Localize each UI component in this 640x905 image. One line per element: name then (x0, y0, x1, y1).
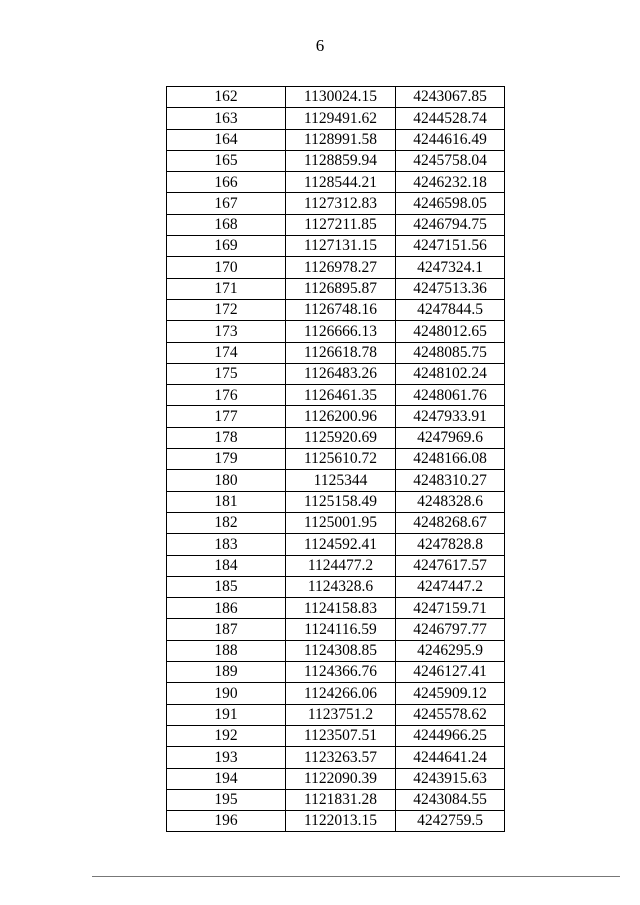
table-row (167, 598, 505, 619)
table-row (167, 619, 505, 640)
y-coordinate-cell: 4247324.1 (396, 257, 505, 278)
table-row (167, 172, 505, 193)
x-coordinate-cell: 1126483.26 (286, 363, 396, 384)
x-coordinate-cell: 1126666.13 (286, 321, 396, 342)
point-number-cell: 181 (167, 491, 286, 512)
y-coordinate-cell: 4243915.63 (396, 768, 505, 789)
y-coordinate-cell: 4248166.08 (396, 449, 505, 470)
table-row (167, 534, 505, 555)
x-coordinate-cell: 1125001.95 (286, 512, 396, 533)
point-number-cell: 164 (167, 129, 286, 150)
x-coordinate-cell: 1124477.2 (286, 555, 396, 576)
x-coordinate-cell: 1129491.62 (286, 108, 396, 129)
point-number-cell: 180 (167, 470, 286, 491)
x-coordinate-cell: 1124308.85 (286, 640, 396, 661)
table-row (167, 683, 505, 704)
point-number-cell: 173 (167, 321, 286, 342)
table-row (167, 87, 505, 108)
point-number-cell: 165 (167, 150, 286, 171)
point-number-cell: 167 (167, 193, 286, 214)
x-coordinate-cell: 1123751.2 (286, 704, 396, 725)
x-coordinate-cell: 1122090.39 (286, 768, 396, 789)
y-coordinate-cell: 4248268.67 (396, 512, 505, 533)
y-coordinate-cell: 4246794.75 (396, 214, 505, 235)
table-row (167, 108, 505, 129)
table-row (167, 449, 505, 470)
page-number: 6 (315, 36, 325, 55)
x-coordinate-cell: 1126618.78 (286, 342, 396, 363)
y-coordinate-cell: 4248102.24 (396, 363, 505, 384)
point-number-cell: 187 (167, 619, 286, 640)
x-coordinate-cell: 1126978.27 (286, 257, 396, 278)
x-coordinate-cell: 1123507.51 (286, 725, 396, 746)
point-number-cell: 188 (167, 640, 286, 661)
table-row (167, 470, 505, 491)
y-coordinate-cell: 4248085.75 (396, 342, 505, 363)
x-coordinate-cell: 1124592.41 (286, 534, 396, 555)
table-row (167, 193, 505, 214)
point-number-cell: 166 (167, 172, 286, 193)
y-coordinate-cell: 4246797.77 (396, 619, 505, 640)
point-number-cell: 186 (167, 598, 286, 619)
point-number-cell: 195 (167, 789, 286, 810)
point-number-cell: 163 (167, 108, 286, 129)
y-coordinate-cell: 4244616.49 (396, 129, 505, 150)
point-number-cell: 185 (167, 576, 286, 597)
y-coordinate-cell: 4247159.71 (396, 598, 505, 619)
y-coordinate-cell: 4246232.18 (396, 172, 505, 193)
y-coordinate-cell: 4247969.6 (396, 427, 505, 448)
table-row (167, 512, 505, 533)
point-number-cell: 168 (167, 214, 286, 235)
y-coordinate-cell: 4248328.6 (396, 491, 505, 512)
x-coordinate-cell: 1121831.28 (286, 789, 396, 810)
y-coordinate-cell: 4243067.85 (396, 87, 505, 108)
y-coordinate-cell: 4247617.57 (396, 555, 505, 576)
y-coordinate-cell: 4247933.91 (396, 406, 505, 427)
x-coordinate-cell: 1126895.87 (286, 278, 396, 299)
y-coordinate-cell: 4247447.2 (396, 576, 505, 597)
table-row (167, 321, 505, 342)
y-coordinate-cell: 4243084.55 (396, 789, 505, 810)
point-number-cell: 192 (167, 725, 286, 746)
x-coordinate-cell: 1127312.83 (286, 193, 396, 214)
x-coordinate-cell: 1126748.16 (286, 299, 396, 320)
x-coordinate-cell: 1125920.69 (286, 427, 396, 448)
table-row (167, 704, 505, 725)
point-number-cell: 169 (167, 236, 286, 257)
y-coordinate-cell: 4242759.5 (396, 811, 505, 832)
table-row (167, 406, 505, 427)
x-coordinate-cell: 1128544.21 (286, 172, 396, 193)
x-coordinate-cell: 1124328.6 (286, 576, 396, 597)
table-body (167, 87, 505, 832)
table-row (167, 747, 505, 768)
x-coordinate-cell: 1125344 (286, 470, 396, 491)
table-row (167, 150, 505, 171)
point-number-cell: 175 (167, 363, 286, 384)
table-row (167, 811, 505, 832)
table-row (167, 640, 505, 661)
y-coordinate-cell: 4246295.9 (396, 640, 505, 661)
y-coordinate-cell: 4246598.05 (396, 193, 505, 214)
y-coordinate-cell: 4245758.04 (396, 150, 505, 171)
x-coordinate-cell: 1126461.35 (286, 385, 396, 406)
point-number-cell: 190 (167, 683, 286, 704)
x-coordinate-cell: 1128859.94 (286, 150, 396, 171)
y-coordinate-cell: 4245578.62 (396, 704, 505, 725)
table-row (167, 385, 505, 406)
point-number-cell: 183 (167, 534, 286, 555)
x-coordinate-cell: 1124158.83 (286, 598, 396, 619)
x-coordinate-cell: 1124266.06 (286, 683, 396, 704)
table-row (167, 491, 505, 512)
table-row (167, 768, 505, 789)
x-coordinate-cell: 1123263.57 (286, 747, 396, 768)
y-coordinate-cell: 4247151.56 (396, 236, 505, 257)
table-row (167, 214, 505, 235)
point-number-cell: 196 (167, 811, 286, 832)
point-number-cell: 172 (167, 299, 286, 320)
point-number-cell: 182 (167, 512, 286, 533)
point-number-cell: 194 (167, 768, 286, 789)
y-coordinate-cell: 4244966.25 (396, 725, 505, 746)
point-number-cell: 193 (167, 747, 286, 768)
x-coordinate-cell: 1122013.15 (286, 811, 396, 832)
y-coordinate-cell: 4248012.65 (396, 321, 505, 342)
y-coordinate-cell: 4244528.74 (396, 108, 505, 129)
x-coordinate-cell: 1127211.85 (286, 214, 396, 235)
y-coordinate-cell: 4247828.8 (396, 534, 505, 555)
table-row (167, 363, 505, 384)
table-row (167, 555, 505, 576)
point-number-cell: 191 (167, 704, 286, 725)
x-coordinate-cell: 1124116.59 (286, 619, 396, 640)
x-coordinate-cell: 1126200.96 (286, 406, 396, 427)
table-row (167, 299, 505, 320)
bottom-rule (92, 876, 620, 877)
point-number-cell: 184 (167, 555, 286, 576)
point-number-cell: 170 (167, 257, 286, 278)
y-coordinate-cell: 4246127.41 (396, 662, 505, 683)
point-number-cell: 178 (167, 427, 286, 448)
point-number-cell: 162 (167, 87, 286, 108)
table-row (167, 576, 505, 597)
x-coordinate-cell: 1124366.76 (286, 662, 396, 683)
table-row (167, 278, 505, 299)
table-row (167, 725, 505, 746)
table-row (167, 257, 505, 278)
x-coordinate-cell: 1125158.49 (286, 491, 396, 512)
x-coordinate-cell: 1130024.15 (286, 87, 396, 108)
coordinates-table (166, 86, 505, 832)
table-row (167, 129, 505, 150)
x-coordinate-cell: 1125610.72 (286, 449, 396, 470)
y-coordinate-cell: 4244641.24 (396, 747, 505, 768)
table-row (167, 789, 505, 810)
y-coordinate-cell: 4248061.76 (396, 385, 505, 406)
point-number-cell: 177 (167, 406, 286, 427)
y-coordinate-cell: 4247844.5 (396, 299, 505, 320)
y-coordinate-cell: 4245909.12 (396, 683, 505, 704)
y-coordinate-cell: 4247513.36 (396, 278, 505, 299)
point-number-cell: 176 (167, 385, 286, 406)
point-number-cell: 189 (167, 662, 286, 683)
point-number-cell: 174 (167, 342, 286, 363)
point-number-cell: 179 (167, 449, 286, 470)
table-row (167, 427, 505, 448)
table-row (167, 662, 505, 683)
x-coordinate-cell: 1127131.15 (286, 236, 396, 257)
x-coordinate-cell: 1128991.58 (286, 129, 396, 150)
point-number-cell: 171 (167, 278, 286, 299)
y-coordinate-cell: 4248310.27 (396, 470, 505, 491)
table-row (167, 342, 505, 363)
table-row (167, 236, 505, 257)
